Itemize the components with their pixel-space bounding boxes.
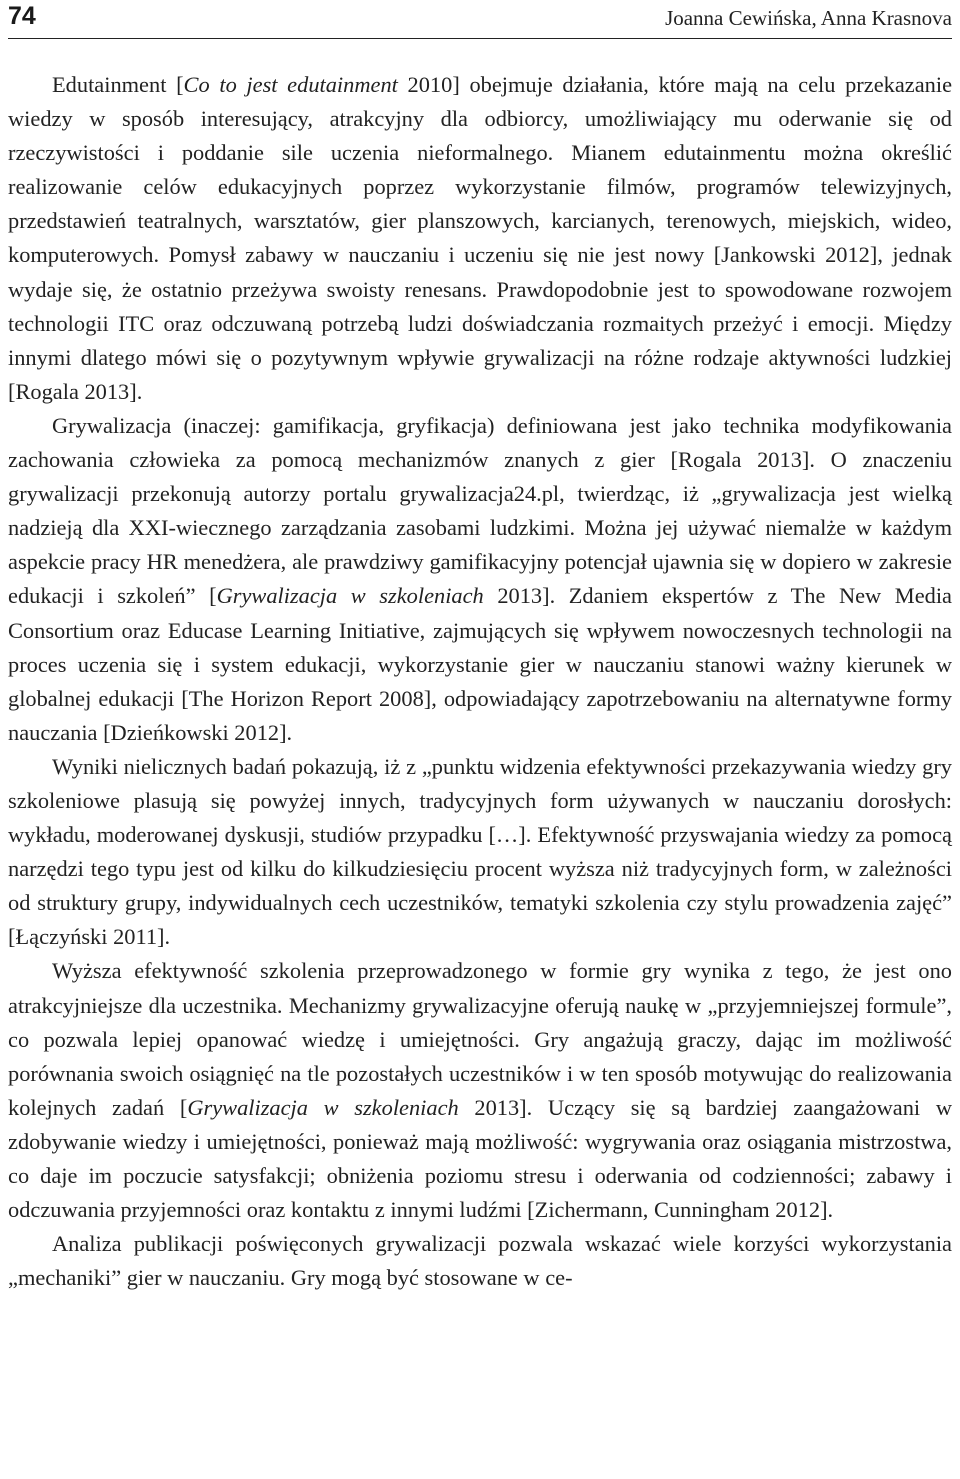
- running-head-authors: Joanna Cewińska, Anna Krasnova: [665, 6, 952, 30]
- paragraph-text: 2010] obejmuje działania, które mają na celu przekazanie wiedzy w sposób interesujący, atrakcyjny dla odbiorcy, umożliwiający mu oderwanie się od rzeczywistości i poddanie sile uczenia nieformalnego. Mianem edutainmentu można określić realizowanie celów edukacyjnych poprzez wykorzystanie filmów, programów telewizyjnych, przedstawień teatralnych, warsztatów, gier planszowych, karcianych, terenowych, miejskich, wideo, komputerowych. Pomysł zabawy w nauczaniu i uczeniu się nie jest nowy [Jankowski 2012], jednak wydaje się, że ostatnio przeżywa swoisty renesans. Prawdopodobnie jest to spowodowane rozwojem technologii ITC oraz odczuwaną potrzebą ludzi doświadczania rozmaitych przeżyć i emocji. Między innymi dlatego mówi się o pozytywnym wpływie grywalizacji na różne rodzaje aktywności ludzkiej [Rogala 2013].: [8, 72, 953, 404]
- paragraph-text: Wyniki nielicznych badań pokazują, iż z „punktu widzenia efektywności przekazywania wiedzy gry szkoleniowe plasują się powyżej innych, tradycyjnych form używanych w nauczaniu dorosłych: wykładu, moderowanej dyskusji, studiów przypadku […]. Efektywność przyswajania wiedzy za pomocą narzędzi tego typu jest od kilku do kilkudziesięciu procent wyższa niż tradycyjnych form, w zależności od struktury grupy, indywidualnych cech uczestników, tematyki szkolenia czy stylu prowadzenia zajęć” [Łączyński 2011].: [8, 753, 952, 950]
- paragraph: [8, 68, 952, 409]
- citation-title: Co to jest edutainment: [183, 72, 398, 97]
- paragraph-text: Edutainment [: [52, 72, 184, 97]
- citation-title: Grywalizacja w szkoleniach: [216, 583, 484, 609]
- paragraph-text: Grywalizacja (inaczej: gamifikacja, gryfikacja) definiowana jest jako technika modyfikowania zachowania człowieka za pomocą mechanizmów znanych z gier [Rogala 2013]. O znaczeniu grywalizacji przekonują autorzy portalu grywalizacja24.pl, twierdząc, iż „grywalizacja jest wielką nadzieją dla XXI-wiecznego zarządzania zasobami ludzkimi. Można jej używać niemalże w każdym aspekcie pracy HR menedżera, ale prawdziwy gamifikacyjny potencjał ujawnia się w dopiero w zakresie edukacji i szkoleń” [: [8, 412, 952, 609]
- page-header: [8, 0, 952, 39]
- paragraph-text: 2013]. Uczący się są bardziej zaangażowani w zdobywanie wiedzy i umiejętności, ponieważ mają możliwość: wygrywania oraz osiągania mistrzostwa, co daje im poczucie satysfakcji; obniżenia poziomu stresu i oderwania od codzienności; zabawy i odczuwania przyjemności oraz kontaktu z innymi ludźmi [Zichermann, Cunningham 2012].: [8, 1094, 952, 1223]
- paragraph: [8, 1227, 952, 1295]
- paragraph-text: 2013]. Zdaniem ekspertów z The New Media Consortium oraz Educase Learning Initiative, zajmujących się wpływem nowoczesnych technologii na proces uczenia się i system edukacji, wykorzystanie gier w nauczaniu stanowi ważny kierunek w globalnej edukacji [The Horizon Report 2008], odpowiadający zapotrzebowaniu na alternatywne formy nauczania [Dzieńkowski 2012].: [8, 583, 953, 745]
- paragraph: [8, 409, 952, 750]
- page-number: 74: [8, 2, 36, 30]
- paragraph-text: Analiza publikacji poświęconych grywalizacji pozwala wskazać wiele korzyści wykorzystania „mechaniki” gier w nauczaniu. Gry mogą być stosowane w ce-: [8, 1231, 952, 1291]
- paragraph-text: Wyższa efektywność szkolenia przeprowadzonego w formie gry wynika z tego, że jest ono atrakcyjniejsze dla uczestnika. Mechanizmy grywalizacyjne oferują naukę w „przyjemniejszej formule”, co pozwala lepiej opanować wiedzę i umiejętności. Gry angażują graczy, dając im możliwość porównania swoich osiągnięć na tle pozostałych uczestników i w ten sposób motywując do realizowania kolejnych zadań [: [8, 958, 952, 1120]
- paragraph: [8, 954, 952, 1227]
- paragraph: [8, 750, 952, 955]
- body-text: [8, 68, 952, 1295]
- citation-title: Grywalizacja w szkoleniach: [187, 1094, 459, 1120]
